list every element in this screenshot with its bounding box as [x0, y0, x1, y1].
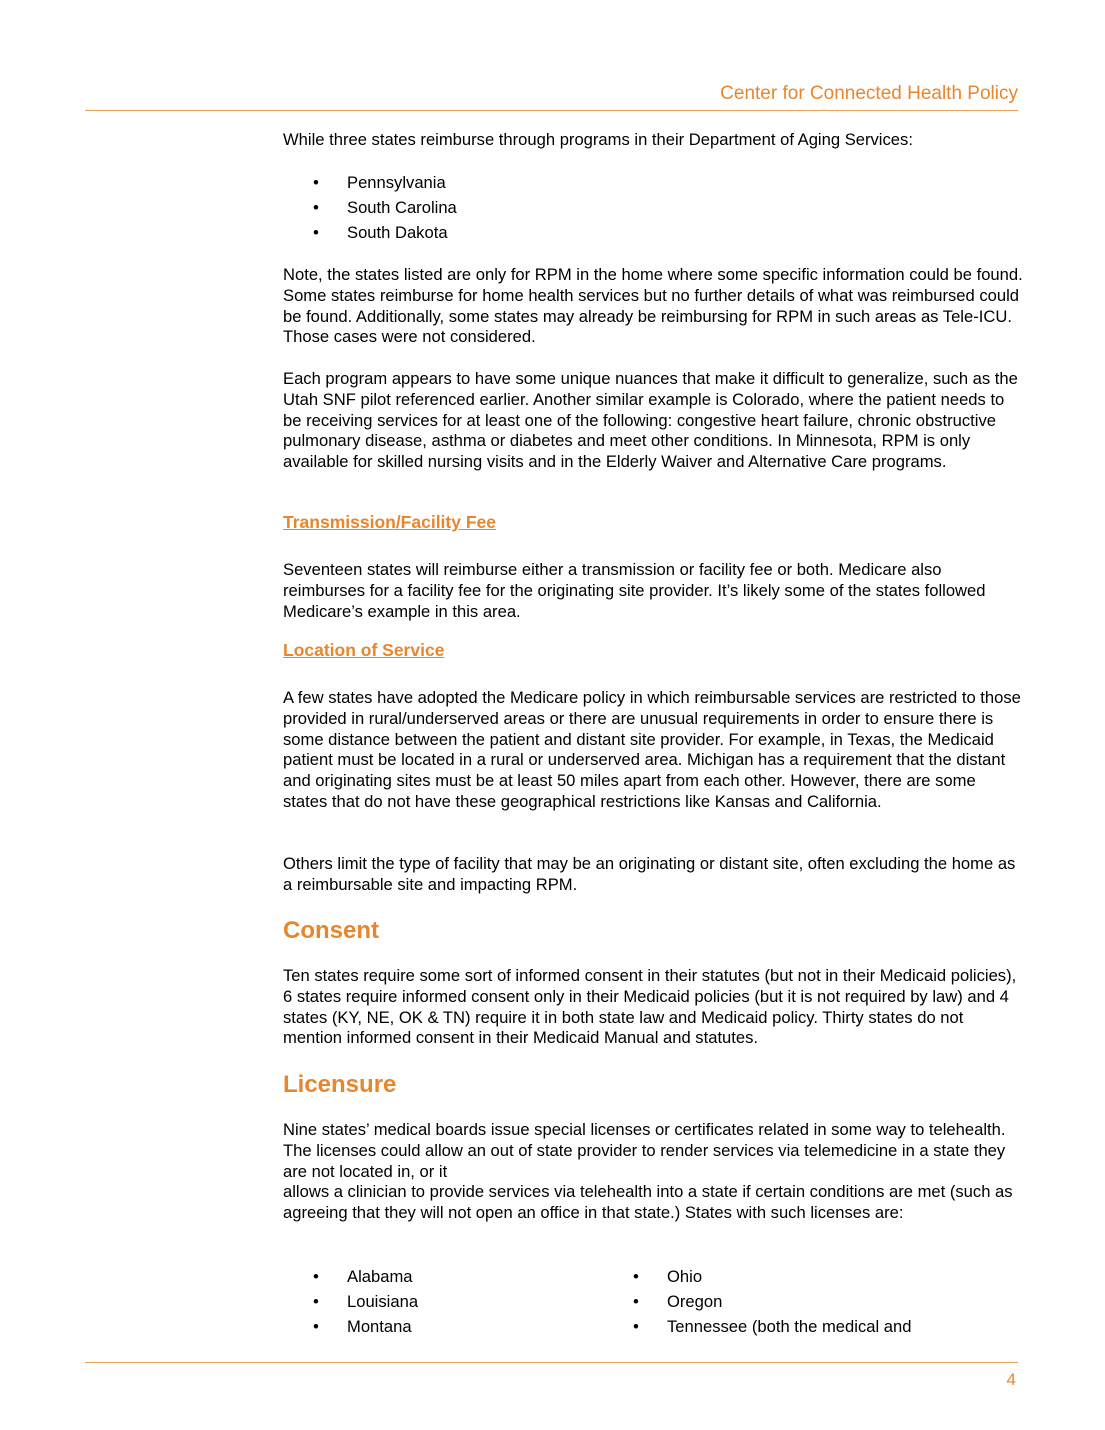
list-item-text: Oregon [667, 1292, 723, 1311]
licensure-paragraph-a: Nine states’ medical boards issue special licenses or certificates related in some way to telehealth. The licenses could allow an out of state provider to render services via telemedicine in a state they are not located in, or it [283, 1120, 1006, 1181]
transmission-paragraph: Seventeen states will reimburse either a transmission or facility fee or both. Medicare also reimburses for a facility fee for the originating site provider. It’s likely some of the states followed Medicare’s example in this area. [283, 560, 986, 621]
list-item-text: South Carolina [347, 197, 457, 217]
list-item [283, 170, 1023, 195]
location-heading: Location of Service [283, 640, 445, 660]
transmission-heading: Transmission/Facility Fee [283, 512, 496, 532]
consent-paragraph: Ten states require some sort of informed consent in their statutes (but not in their Medicaid policies), 6 states require informed consent only in their Medicaid policies (but it is not required by law) and 4 states (KY, NE, OK & TN) require it in both state law and Medicaid policy. Thirty states do not mention informed consent in their Medicaid Manual and statutes. [283, 966, 1017, 1048]
location-paragraph-1: A few states have adopted the Medicare policy in which reimbursable services are restricted to those provided in rural/underserved areas or there are unusual requirements in order to ensure there is some distance between the patient and distant site provider. For example, in Texas, the Medicaid patient must be located in a rural or underserved area. Michigan has a requirement that the distant and originating sites must be at least 50 miles apart from each other. However, there are some states that do not have these geographical restrictions like Kansas and California. [283, 688, 1021, 811]
list-item [603, 1264, 911, 1289]
running-header-title: Center for Connected Health Policy [720, 83, 1018, 104]
list-item-text: Louisiana [347, 1292, 419, 1311]
bullet-icon: • [313, 172, 319, 192]
list-item-text: Pennsylvania [347, 172, 446, 192]
bullet-icon: • [313, 1267, 319, 1286]
bullet-icon: • [313, 197, 319, 217]
page-number: 4 [1006, 1370, 1016, 1389]
license-states-right-list [603, 1264, 911, 1339]
note-paragraph: Note, the states listed are only for RPM in the home where some specific information could be found. Some states reimburse for home health services but no further details of what was reimbursed could be found. Additionally, some states may already be reimbursing for RPM in such areas as Tele-ICU. Those cases were not considered. [283, 265, 1023, 347]
location-paragraph-2: Others limit the type of facility that may be an originating or distant site, often excluding the home as a reimbursable site and impacting RPM. [283, 854, 1016, 894]
bullet-icon: • [313, 1317, 319, 1336]
aging-states-list [283, 170, 1023, 245]
page-body [283, 130, 1023, 245]
list-item [283, 195, 1023, 220]
footer-rule [85, 1362, 1018, 1363]
bullet-icon: • [633, 1292, 639, 1311]
program-paragraph: Each program appears to have some unique nuances that make it difficult to generalize, such as the Utah SNF pilot referenced earlier. Another similar example is Colorado, where the patient needs to be receiving services for at least one of the following: congestive heart failure, chronic obstructive pulmonary disease, asthma or diabetes and meet other conditions. In Minnesota, RPM is only available for skilled nursing visits and in the Elderly Waiver and Alternative Care programs. [283, 369, 1018, 472]
aging-intro-paragraph: While three states reimburse through programs in their Department of Aging Services: [283, 130, 913, 149]
list-item [283, 220, 1023, 245]
header-rule [85, 110, 1018, 111]
licensure-paragraph-b: allows a clinician to provide services via telehealth into a state if certain conditions are met (such as agreeing that they will not open an office in that state.) States with such licenses are: [283, 1182, 1013, 1222]
bullet-icon: • [633, 1267, 639, 1286]
list-item [283, 1264, 418, 1289]
list-item [283, 1314, 418, 1339]
bullet-icon: • [633, 1317, 639, 1336]
list-item-text: Montana [347, 1317, 412, 1336]
list-item-text: South Dakota [347, 222, 448, 242]
consent-heading: Consent [283, 917, 379, 944]
list-item [603, 1289, 911, 1314]
list-item-text: Alabama [347, 1267, 413, 1286]
list-item-text: Ohio [667, 1267, 703, 1286]
list-item [283, 1289, 418, 1314]
bullet-icon: • [313, 222, 319, 242]
license-states-left-list [283, 1264, 418, 1339]
bullet-icon: • [313, 1292, 319, 1311]
list-item [603, 1314, 911, 1339]
list-item-text: Tennessee (both the medical and [667, 1317, 912, 1336]
licensure-heading: Licensure [283, 1071, 397, 1098]
